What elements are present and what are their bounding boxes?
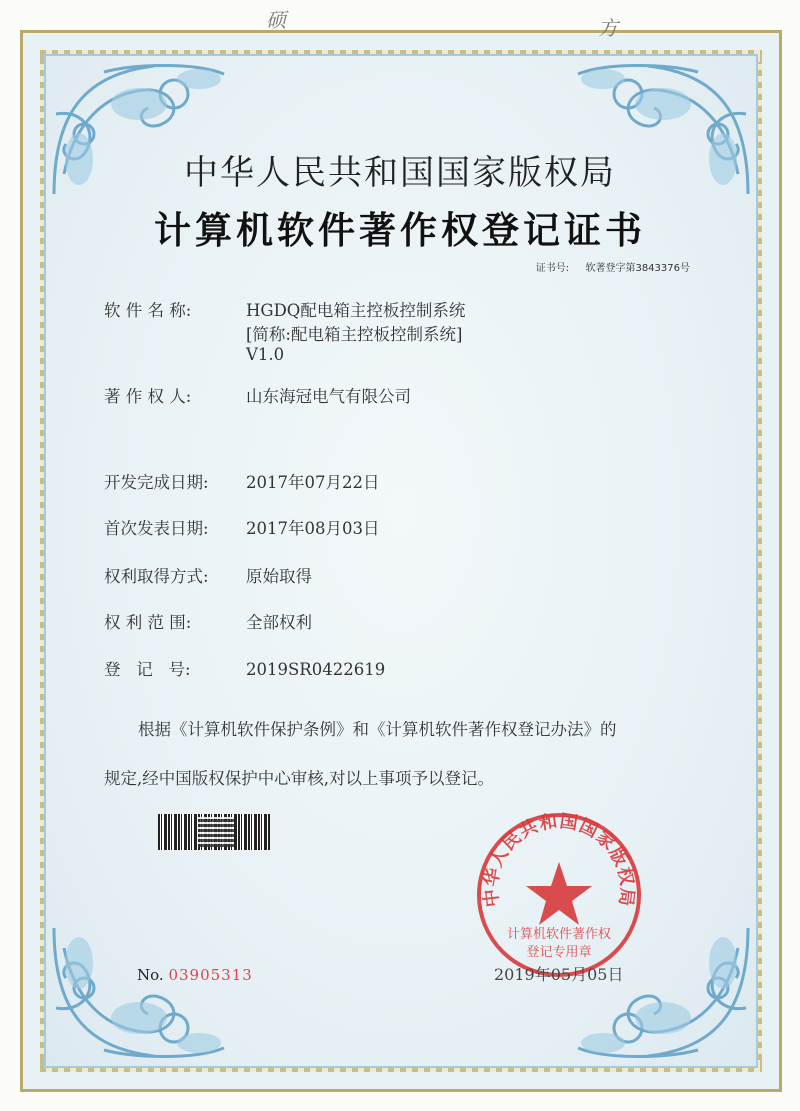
scroll-ornament-icon <box>44 918 234 1068</box>
acquisition-method-row <box>104 563 312 587</box>
copyright-owner-row <box>104 383 411 407</box>
acquisition-method-label: 权利取得方式: <box>104 567 209 586</box>
issue-date: 2019年05月05日 <box>494 965 624 984</box>
statement-line-2: 规定,经中国版权保护中心审核,对以上事项予以登记。 <box>104 769 494 788</box>
seal-ring-text: 中华人民共和国国家版权局 <box>480 810 638 909</box>
official-seal-icon <box>474 810 644 980</box>
rights-scope-label: 权 利 范 围: <box>104 613 192 632</box>
serial-number <box>137 966 253 984</box>
first-publication-date-value: 2017年08月03日 <box>246 519 380 538</box>
rights-scope-value: 全部权利 <box>246 613 312 632</box>
barcode-icon <box>158 814 270 850</box>
registration-number-value: 2019SR0422619 <box>246 660 386 679</box>
dev-completion-date-row <box>104 469 379 493</box>
serial-number-value: 03905313 <box>168 966 253 984</box>
software-version: V1.0 <box>246 345 285 364</box>
certificate-number <box>536 259 690 274</box>
seal-center-line-2: 登记专用章 <box>526 945 592 960</box>
dev-completion-date-value: 2017年07月22日 <box>246 473 380 492</box>
software-name-label: 软 件 名 称: <box>104 301 192 320</box>
certificate-number-value: 软著登字第3843376号 <box>585 263 690 274</box>
seal-center-line-1: 计算机软件著作权 <box>506 927 612 942</box>
software-name-row <box>104 297 465 321</box>
handwritten-note-left: 硕 <box>266 8 286 32</box>
serial-number-label: No. <box>137 966 164 984</box>
registration-number-row <box>104 656 385 680</box>
certificate-number-label: 证书号: <box>535 263 570 274</box>
first-publication-date-label: 首次发表日期: <box>104 519 209 538</box>
copyright-owner-value: 山东海冠电气有限公司 <box>246 387 411 406</box>
first-publication-date-row <box>104 515 379 539</box>
software-name-value: HGDQ配电箱主控板控制系统 <box>246 301 466 320</box>
acquisition-method-value: 原始取得 <box>246 567 312 586</box>
issuing-authority: 中华人民共和国国家版权局 <box>184 153 616 193</box>
certificate-title: 计算机软件著作权登记证书 <box>154 208 646 252</box>
rights-scope-row <box>104 609 312 633</box>
software-short-name: [简称:配电箱主控板控制系统] <box>246 325 463 344</box>
statement-line-1: 根据《计算机软件保护条例》和《计算机软件著作权登记办法》的 <box>138 720 617 739</box>
dev-completion-date-label: 开发完成日期: <box>104 473 209 492</box>
handwritten-note-right: 方 <box>598 16 618 40</box>
copyright-owner-label: 著 作 权 人: <box>104 387 192 406</box>
registration-number-label: 登 记 号: <box>104 660 191 679</box>
